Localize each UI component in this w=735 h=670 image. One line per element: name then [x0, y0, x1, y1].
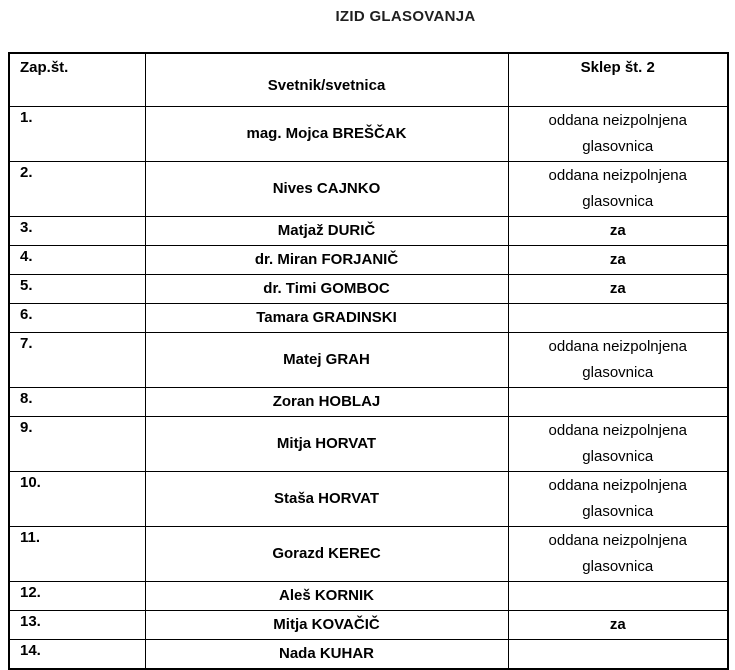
table-row — [9, 526, 728, 581]
row-number-cell: 2. — [9, 161, 145, 216]
vote-text: za — [609, 615, 626, 633]
vote-cell — [508, 526, 728, 581]
row-number-cell: 1. — [9, 106, 145, 161]
row-number-cell: 11. — [9, 526, 145, 581]
councilor-name-cell: Staša HORVAT — [145, 471, 508, 526]
councilor-name-cell: Matjaž DURIČ — [145, 216, 508, 245]
vote-cell — [508, 581, 728, 610]
vote-text: za — [609, 279, 626, 297]
table-row — [9, 416, 728, 471]
vote-cell — [508, 639, 728, 669]
councilor-name-cell: Zoran HOBLAJ — [145, 387, 508, 416]
councilor-name-cell: Tamara GRADINSKI — [145, 303, 508, 332]
vote-text: za — [609, 221, 626, 239]
vote-text: oddana neizpolnjena glasovnica — [548, 337, 687, 381]
councilor-name-cell: Aleš KORNIK — [145, 581, 508, 610]
table-row — [9, 106, 728, 161]
councilor-name-cell: Nada KUHAR — [145, 639, 508, 669]
table-row — [9, 387, 728, 416]
column-header-sequence-number: Zap.št. — [9, 53, 145, 106]
row-number-cell: 4. — [9, 245, 145, 274]
vote-cell — [508, 387, 728, 416]
councilor-name-cell: Gorazd KEREC — [145, 526, 508, 581]
column-header-councilor: Svetnik/svetnica — [145, 53, 508, 106]
row-number-cell: 5. — [9, 274, 145, 303]
table-row — [9, 216, 728, 245]
table-row — [9, 274, 728, 303]
table-body — [9, 106, 728, 669]
row-number-cell: 13. — [9, 610, 145, 639]
vote-text: oddana neizpolnjena glasovnica — [548, 421, 687, 465]
vote-cell — [508, 416, 728, 471]
councilor-name-cell: Matej GRAH — [145, 332, 508, 387]
table-header-row — [9, 53, 728, 106]
vote-cell — [508, 610, 728, 639]
vote-text: za — [609, 250, 626, 268]
column-header-resolution-2: Sklep št. 2 — [508, 53, 728, 106]
table-row — [9, 161, 728, 216]
vote-cell — [508, 106, 728, 161]
row-number-cell: 8. — [9, 387, 145, 416]
councilor-name-cell: mag. Mojca BREŠČAK — [145, 106, 508, 161]
vote-text: oddana neizpolnjena glasovnica — [548, 531, 687, 575]
table-row — [9, 332, 728, 387]
table-row — [9, 610, 728, 639]
vote-cell — [508, 216, 728, 245]
vote-cell — [508, 303, 728, 332]
page-title: IZID GLASOVANJA — [335, 8, 476, 25]
vote-cell — [508, 245, 728, 274]
row-number-cell: 10. — [9, 471, 145, 526]
row-number-cell: 3. — [9, 216, 145, 245]
vote-text: oddana neizpolnjena glasovnica — [548, 476, 687, 520]
vote-text: oddana neizpolnjena glasovnica — [548, 111, 687, 155]
voting-results-table — [8, 52, 729, 670]
row-number-cell: 6. — [9, 303, 145, 332]
vote-text: oddana neizpolnjena glasovnica — [548, 166, 687, 210]
table-row — [9, 639, 728, 669]
row-number-cell: 14. — [9, 639, 145, 669]
row-number-cell: 7. — [9, 332, 145, 387]
table-row — [9, 471, 728, 526]
vote-cell — [508, 161, 728, 216]
row-number-cell: 12. — [9, 581, 145, 610]
vote-cell — [508, 274, 728, 303]
table-row — [9, 581, 728, 610]
row-number-cell: 9. — [9, 416, 145, 471]
councilor-name-cell: Mitja KOVAČIČ — [145, 610, 508, 639]
councilor-name-cell: Mitja HORVAT — [145, 416, 508, 471]
councilor-name-cell: dr. Timi GOMBOC — [145, 274, 508, 303]
councilor-name-cell: Nives CAJNKO — [145, 161, 508, 216]
table-row — [9, 303, 728, 332]
vote-cell — [508, 471, 728, 526]
vote-cell — [508, 332, 728, 387]
table-row — [9, 245, 728, 274]
councilor-name-cell: dr. Miran FORJANIČ — [145, 245, 508, 274]
